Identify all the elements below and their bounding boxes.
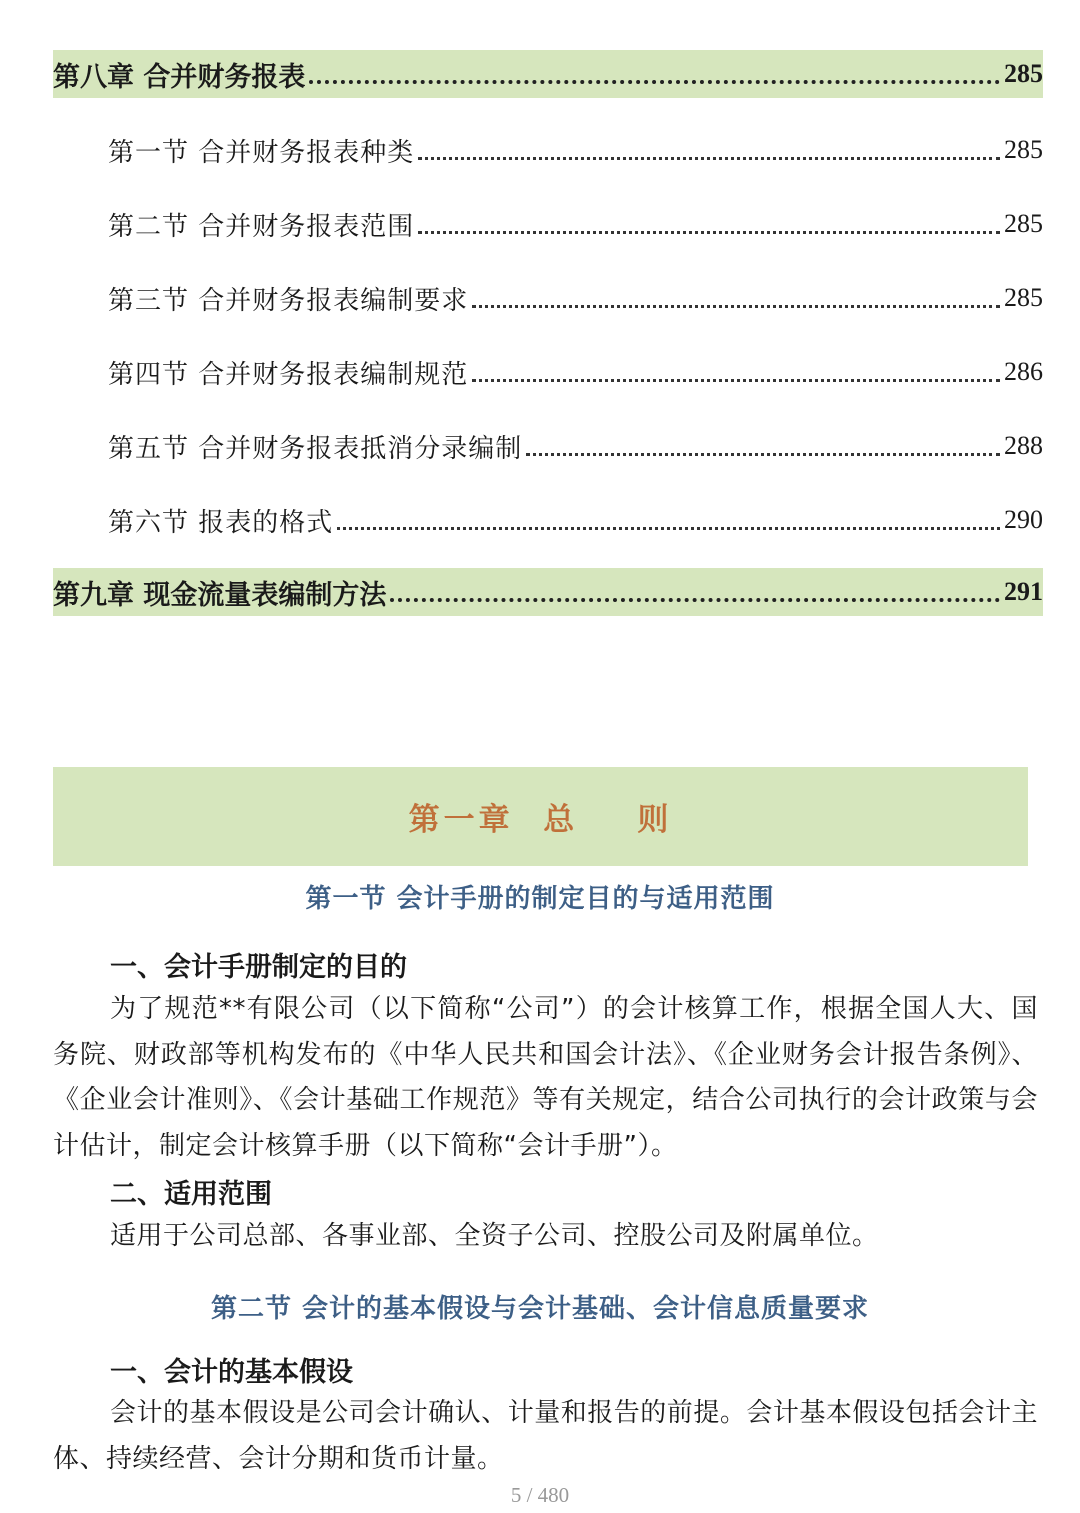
toc-title: 第四节 合并财务报表编制规范 [108, 359, 469, 390]
toc-page-number: 291 [1004, 577, 1043, 606]
toc-leader-dots [337, 527, 1000, 530]
toc-section-2[interactable] [108, 200, 1043, 248]
toc-title: 第二节 合并财务报表范围 [108, 211, 415, 242]
purpose-paragraph: 为了规范**有限公司（以下简称“公司”）的会计核算工作，根据全国人大、国务院、财政部等机构发布的《中华人民共和国会计法》、《企业财务会计报告条例》、《企业会计准则》、《会计基础工作规范》等有关规定，结合公司执行的会计政策与会计估计，制定会计核算手册（以下简称“会计手册”）。 [53, 994, 1038, 1161]
assumption-paragraph: 会计的基本假设是公司会计确认、计量和报告的前提。会计基本假设包括会计主体、持续经营、会计分期和货币计量。 [53, 1398, 1038, 1474]
toc-page-number: 285 [1004, 209, 1043, 238]
toc-title: 第九章 现金流量表编制方法 [53, 579, 387, 611]
purpose-heading: 一、会计手册制定的目的 [110, 952, 407, 983]
toc-section-6[interactable] [108, 496, 1043, 544]
section-2-title: 第二节 会计的基本假设与会计基础、会计信息质量要求 [210, 1294, 870, 1324]
section-1-title: 第一节 会计手册的制定目的与适用范围 [305, 884, 775, 914]
toc-section-5[interactable] [108, 422, 1043, 470]
scope-heading: 二、适用范围 [110, 1179, 272, 1210]
toc-leader-dots [390, 598, 1000, 602]
toc-leader-dots [472, 305, 1000, 308]
toc-page-number: 288 [1004, 431, 1043, 460]
toc-section-3[interactable] [108, 274, 1043, 322]
toc-page-number: 290 [1004, 505, 1043, 534]
toc-page-number: 286 [1004, 357, 1043, 386]
toc-title: 第八章 合并财务报表 [53, 61, 306, 93]
assumption-heading: 一、会计的基本假设 [110, 1357, 353, 1388]
toc-leader-dots [472, 379, 1000, 382]
toc-leader-dots [526, 453, 1000, 456]
toc-page-number: 285 [1004, 59, 1043, 88]
toc-leader-dots [418, 231, 1000, 234]
page-indicator: 5 / 480 [510, 1483, 570, 1507]
toc-leader-dots [309, 80, 1000, 84]
toc-title: 第六节 报表的格式 [108, 507, 334, 538]
toc-section-1[interactable] [108, 126, 1043, 174]
toc-title: 第五节 合并财务报表抵消分录编制 [108, 433, 523, 464]
toc-chapter-9[interactable] [53, 568, 1043, 616]
toc-page-number: 285 [1004, 135, 1043, 164]
chapter-title: 第一章 总 则 [408, 802, 673, 838]
toc-title: 第一节 合并财务报表种类 [108, 137, 415, 168]
toc-title: 第三节 合并财务报表编制要求 [108, 285, 469, 316]
toc-page-number: 285 [1004, 283, 1043, 312]
toc-section-4[interactable] [108, 348, 1043, 396]
scope-paragraph: 适用于公司总部、各事业部、全资子公司、控股公司及附属单位。 [110, 1221, 879, 1251]
toc-leader-dots [418, 157, 1000, 160]
toc-chapter-8[interactable] [53, 50, 1043, 98]
chapter-banner [53, 767, 1028, 866]
